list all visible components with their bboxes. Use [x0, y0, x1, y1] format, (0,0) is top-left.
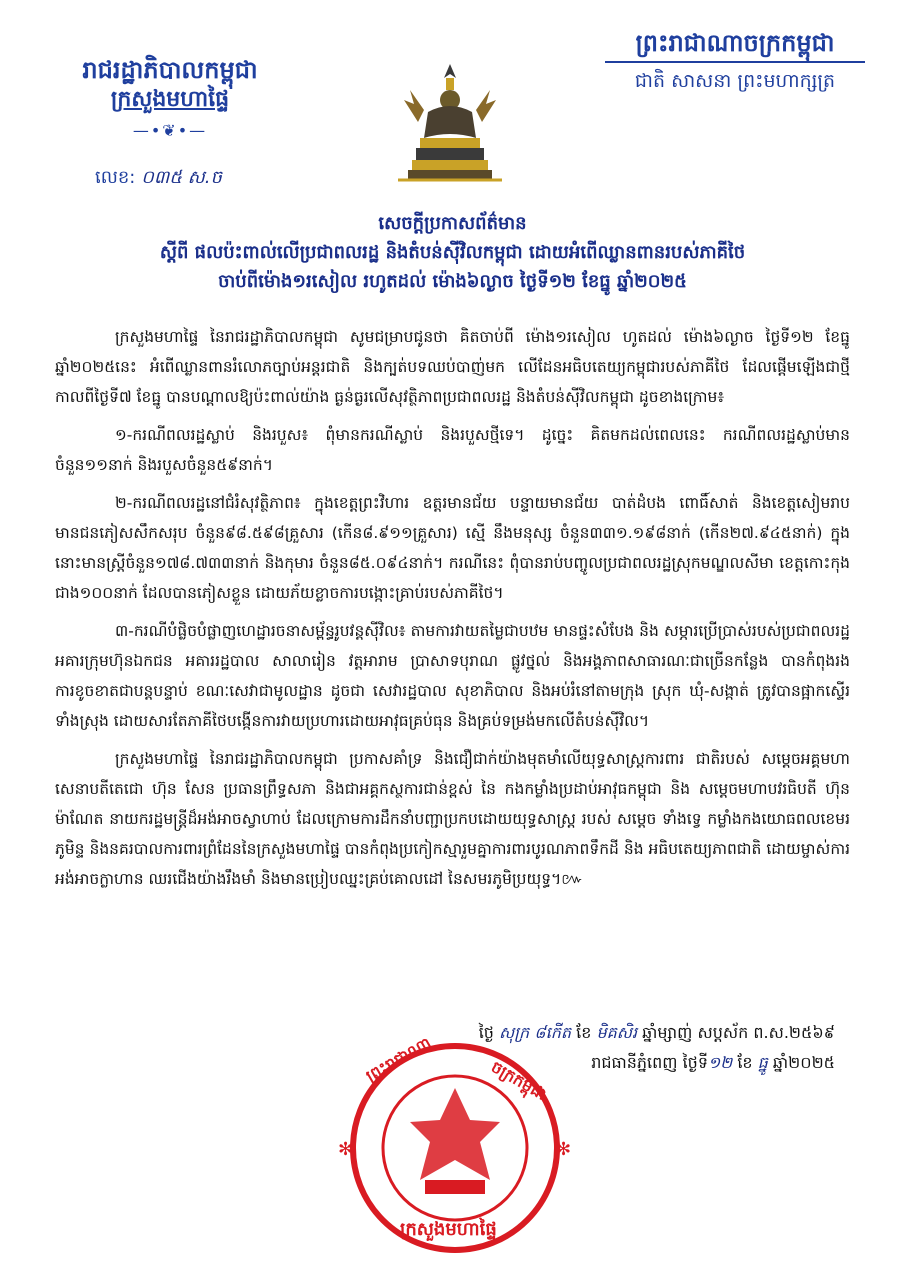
lunar-phase: ៨កើត [534, 1023, 572, 1042]
body-paragraph-intro: ក្រសួងមហាផ្ទៃ នៃរាជរដ្ឋាភិបាលកម្ពុជា សូមជម្រាបជូនថា គិតចាប់ពី ម៉ោង១រសៀល ហូតដល់ ម៉ោង៦ល្ងាច ថ្ងៃទី១២ ខែធ្នូ ឆ្នាំ២០២៥នេះ អំពើឈ្លានពានរំលោភច្បាប់អន្តរជាតិ និងក្បត់បទឈប់បាញ់មក លើដែនអធិបតេយ្យកម្ពុជារបស់ភាគីថៃ ដែលផ្តើមឡើងជាថ្មីកាលពីថ្ងៃទី៧ ខែធ្នូ បានបណ្តាលឱ្យប៉ះពាល់យ៉ាង ធ្ងន់ធ្ងរលើសុវត្ថិភាពប្រជាពលរដ្ឋ និងតំបន់ស៊ីវិលកម្ពុជា ដូចខាងក្រោម៖ [55, 328, 850, 406]
solar-date-line: រាជធានីភ្នំពេញ ថ្ងៃទី១២ ខែ ធ្នូ ឆ្នាំ២០២៥ [591, 1053, 835, 1072]
ministry-seal-icon [330, 1030, 580, 1260]
national-motto: ជាតិ សាសនា ព្រះមហាក្សត្រ [634, 70, 836, 93]
document-body [55, 322, 850, 902]
header-left [40, 55, 300, 188]
svg-text:✻: ✻ [556, 1139, 572, 1160]
document-title: សេចក្តីប្រកាសព័ត៌មាន [378, 213, 527, 234]
header-right [605, 28, 865, 97]
ornament-icon: —•❦•— [132, 120, 208, 140]
document-timeframe: ចាប់ពីម៉ោង១រសៀល រហូតដល់ ម៉ោង៦ល្ងាច ថ្ងៃទី១២ ខែធ្នូ ឆ្នាំ២០២៥ [218, 270, 687, 292]
government-name: រាជរដ្ឋាភិបាលកម្ពុជា [82, 56, 258, 84]
lunar-month: មិគសិរ [596, 1023, 638, 1042]
lunar-date-line: ថ្ងៃ សុក្រ ៨កើត ខែ មិគសិរ ឆ្នាំម្សាញ់ សប្តស័ក ព.ស.២៥៦៩ [478, 1023, 835, 1042]
solar-month: ធ្នូ [757, 1053, 768, 1072]
svg-text:ព្រះរាជាណា: ព្រះរាជាណា [362, 1033, 435, 1086]
royal-emblem-icon [390, 60, 510, 185]
body-paragraph-damage: ៣-ករណីបំផ្លិចបំផ្លាញហេដ្ឋារចនាសម្ព័ន្ធរូបវន្តស៊ីវិល៖ តាមការវាយតម្លៃជាបឋម មានផ្ទះសំបែង និង សម្ភារប្រើប្រាស់របស់ប្រជាពលរដ្ឋ អគារក្រុមហ៊ុនឯកជន អគាររដ្ឋបាល សាលារៀន វត្តអារាម ប្រាសាទបុរាណ ផ្លូវថ្នល់ និងអង្គភាពសាធារណៈជាច្រើនកន្លែង បានកំពុងរងការខូចខាតជាបន្តបន្ទាប់ ខណៈសេវាជាមូលដ្ឋាន ដូចជា សេវារដ្ឋបាល សុខាភិបាល និងអប់រំនៅតាមក្រុង ស្រុក ឃុំ-សង្កាត់ ត្រូវបានផ្អាកស្ទើរទាំងស្រុង ដោយសារតែភាគីថៃបង្កើនការវាយប្រហារដោយអាវុធគ្រប់ធុន និងគ្រប់ទម្រង់មកលើតំបន់ស៊ីវិល។ [55, 622, 850, 730]
reference-value: ០៣៥ ស.ច [141, 167, 222, 188]
svg-text:✻: ✻ [338, 1139, 354, 1160]
svg-text:ចក្រកម្ពុជា: ចក្រកម្ពុជា [488, 1057, 551, 1104]
reference-label: លេខ: [95, 167, 136, 188]
body-paragraph-shelters: ២-ករណីពលរដ្ឋនៅជំរំសុវត្ថិភាព៖ ក្នុងខេត្តព្រះវិហារ ឧត្តរមានជ័យ បន្ទាយមានជ័យ បាត់ដំបង ពោធិ៍សាត់ និងខេត្តសៀមរាប មានជនភៀសសឹកសរុប ចំនួន៩៨.៥៩៨គ្រួសារ (កើន៨.៩១១គ្រួសារ) ស្មើ នឹងមនុស្ស ចំនួន៣៣១.១៩៨នាក់ (កើន២៧.៩៤៥នាក់) ក្នុងនោះមានស្ត្រីចំនួន១៧៨.៧៣៣នាក់ និងកុមារ ចំនួន៨៥.០៩៤នាក់។ ករណីនេះ ពុំបានរាប់បញ្ចូលប្រជាពលរដ្ឋស្រុកមណ្ឌលសីមា ខេត្តកោះកុង ជាង១០០នាក់ ដែលបានភៀសខ្លួន ដោយភ័យខ្លាចការបង្កោះគ្រាប់របស់ភាគីថៃ។ [55, 494, 850, 602]
title-block [40, 210, 865, 296]
kingdom-name: ព្រះរាជាណាចក្រកម្ពុជា [605, 28, 865, 63]
body-paragraph-support: ក្រសួងមហាផ្ទៃ នៃរាជរដ្ឋាភិបាលកម្ពុជា ប្រកាសគាំទ្រ និងជឿជាក់យ៉ាងមុតមាំលើយុទ្ធសាស្ត្រការពារ ជាតិរបស់ សម្តេចអគ្គមហាសេនាបតីតេជោ ហ៊ុន សែន ប្រធានព្រឹទ្ធសភា និងជាអគ្គកស្ថការជាន់ខ្ពស់ នៃ កងកម្លាំងប្រដាប់អាវុធកម្ពុជា និង សម្តេចមហាបវរធិបតី ហ៊ុន ម៉ាណែត នាយករដ្ឋមន្ត្រីដ៏អង់អាចស្វាហាប់ ដែលក្រោមការដឹកនាំបញ្ជាប្រកបដោយយុទ្ធសាស្ត្រ របស់ សម្តេច ទាំងទ្វេ កម្លាំងកងយោធពលខេមរភូមិន្ទ និងនគរបាលការពារព្រំដែននៃក្រសួងមហាផ្ទៃ បានកំពុងប្រកៀកស្មារួមគ្នាការពារបូរណភាពទឹកដី និង អធិបតេយ្យភាពជាតិ ដោយម្ចាស់ការ អង់អាចក្លាហាន ឈរជើងយ៉ាងរឹងមាំ និងមានប្រៀបឈ្នះគ្រប់គោលដៅ នៃសមរភូមិប្រយុទ្ធ។៚ [55, 750, 850, 888]
solar-day: ១២ [708, 1053, 733, 1072]
lunar-day: សុក្រ [499, 1023, 530, 1042]
reference-number [95, 165, 222, 192]
svg-text:ក្រសួងមហាផ្ទៃ: ក្រសួងមហាផ្ទៃ [400, 1219, 497, 1240]
body-paragraph-casualties: ១-ករណីពលរដ្ឋស្លាប់ និងរបួស៖ ពុំមានករណីស្លាប់ និងរបួសថ្មីទេ។ ដូច្នេះ គិតមកដល់ពេលនេះ ករណីពលរដ្ឋស្លាប់មានចំនួន១១នាក់ និងរបួសចំនួន៥៩នាក់។ [55, 426, 850, 474]
document-subject: ស្តីពី ផលប៉ះពាល់លើប្រជាពលរដ្ឋ និងតំបន់ស៊ីវិលកម្ពុជា ដោយអំពើឈ្លានពានរបស់ភាគីថៃ [159, 241, 746, 263]
ministry-name: ក្រសួងមហាផ្ទៃ [110, 87, 230, 113]
